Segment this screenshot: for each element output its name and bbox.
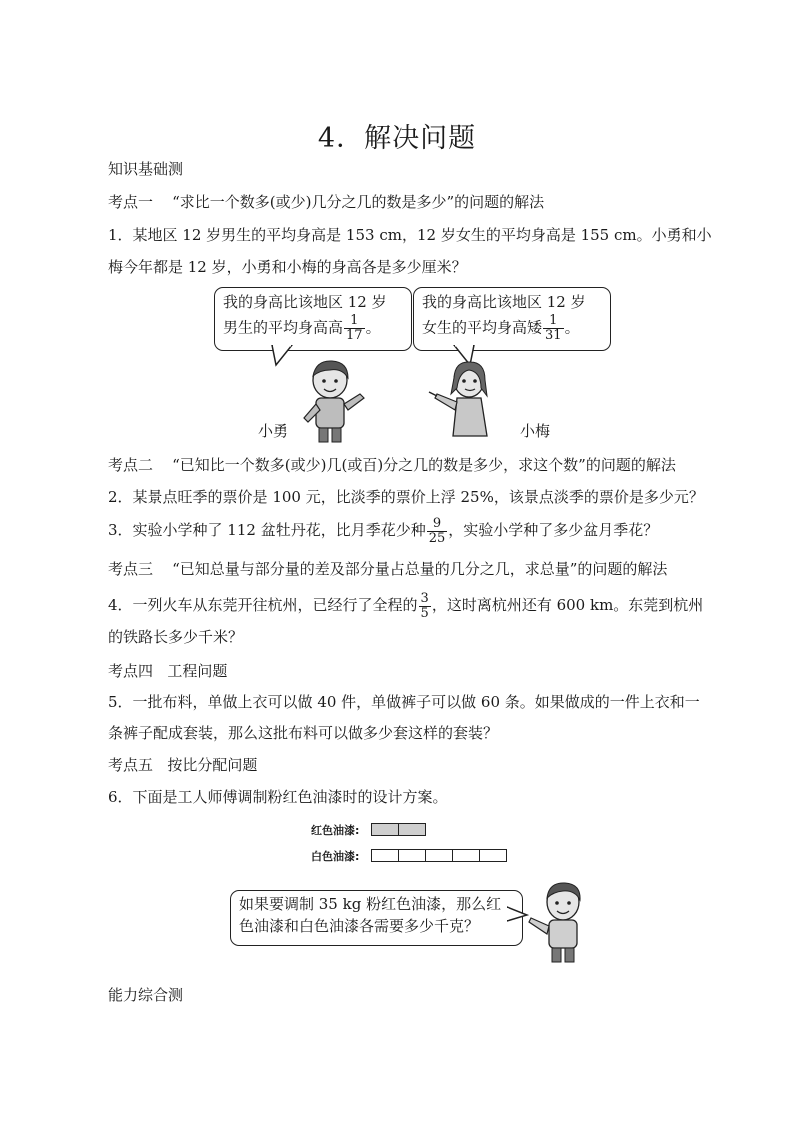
topic-3-text: “已知总量与部分量的差及部分量占总量的几分之几，求总量”的问题的解法 (172, 560, 668, 578)
red-paint-bar (371, 823, 426, 836)
question-4-line-2: 的铁路长多少千米？ (108, 628, 244, 646)
boy-fraction: $\frac{1}{17}$ (346, 313, 363, 343)
topic-4-label: 考点四 (108, 662, 154, 680)
white-paint-part (398, 849, 426, 862)
question-5-line-1: 5．一批布料，单做上衣可以做 40 件，单做裤子可以做 60 条。如果做成的一件上衣和一 (108, 693, 700, 711)
question-4-line-1: 4．一列火车从东莞开往杭州，已经行了全程的 $\frac{3}{5}$ ，这时离杭州还有 600 km。东莞到杭州 (108, 590, 704, 621)
topic-5-label: 考点五 (108, 756, 154, 774)
topic-2-heading (108, 455, 676, 475)
topic-3-heading (108, 559, 667, 579)
girl-bubble-line-2: 女生的平均身高矮 $\frac{1}{31}$ 。 (422, 313, 580, 343)
red-paint-part (371, 823, 399, 836)
white-paint-part (425, 849, 453, 862)
white-paint-part (479, 849, 507, 862)
red-paint-label: 红色油漆: (311, 824, 360, 837)
section-heading-basic: 知识基础测 (108, 160, 184, 178)
girl-bubble-line-1: 我的身高比该地区 12 岁 (422, 293, 586, 311)
girl-fraction: $\frac{1}{31}$ (545, 313, 562, 343)
question-2: 2．某景点旺季的票价是 100 元，比淡季的票价上浮 25%，该景点淡季的票价是多少元？ (108, 488, 704, 506)
white-paint-label: 白色油漆: (311, 850, 360, 863)
question-1-line-1: 1．某地区 12 岁男生的平均身高是 153 cm，12 岁女生的平均身高是 155 cm。小勇和小 (108, 226, 712, 244)
boy-bubble-line-2: 男生的平均身高高 $\frac{1}{17}$ 。 (223, 313, 381, 343)
question-6: 6．下面是工人师傅调制粉红色油漆时的设计方案。 (108, 788, 448, 806)
topic-3-label: 考点三 (108, 560, 154, 578)
question-3: 3．实验小学种了 112 盆牡丹花，比月季花少种 $\frac{9}{25}$ ，实验小学种了多少盆月季花？ (108, 515, 659, 546)
boy-illustration (290, 358, 370, 444)
girl-name-label: 小梅 (520, 422, 551, 440)
q6-bubble-line-2: 色油漆和白色油漆各需要多少千克？ (239, 917, 480, 935)
topic-4-text: 工程问题 (167, 662, 228, 680)
topic-1-heading (108, 192, 544, 212)
topic-4-heading (108, 661, 227, 681)
girl-illustration (425, 358, 505, 440)
topic-2-label: 考点二 (108, 456, 154, 474)
question-1-line-2: 梅今年都是 12 岁，小勇和小梅的身高各是多少厘米？ (108, 258, 467, 276)
girl-speech-bubble (413, 287, 611, 351)
boy-pointing-illustration (525, 880, 595, 965)
white-paint-part (452, 849, 480, 862)
section-heading-ability: 能力综合测 (108, 986, 184, 1004)
question-3-fraction: $\frac{9}{25}$ (428, 515, 446, 546)
white-paint-part (371, 849, 399, 862)
white-paint-bar (371, 849, 507, 862)
boy-speech-bubble (214, 287, 412, 351)
topic-1-text: “求比一个数多(或少)几分之几的数是多少”的问题的解法 (172, 193, 545, 211)
topic-5-heading (108, 755, 257, 775)
topic-5-text: 按比分配问题 (167, 756, 258, 774)
topic-2-text: “已知比一个数多(或少)几(或百)分之几的数是多少，求这个数”的问题的解法 (172, 456, 676, 474)
topic-1-label: 考点一 (108, 193, 154, 211)
boy-name-label: 小勇 (258, 422, 289, 440)
boy-bubble-line-1: 我的身高比该地区 12 岁 (223, 293, 387, 311)
question-5-line-2: 条裤子配成套装，那么这批布料可以做多少套这样的套装？ (108, 724, 499, 742)
page-title: 4．解决问题 (317, 123, 477, 154)
q6-bubble-line-1: 如果要调制 35 kg 粉红色油漆，那么红 (239, 895, 502, 913)
question-4-fraction: $\frac{3}{5}$ (420, 590, 429, 621)
q6-speech-bubble (230, 890, 523, 946)
red-paint-part (398, 823, 426, 836)
